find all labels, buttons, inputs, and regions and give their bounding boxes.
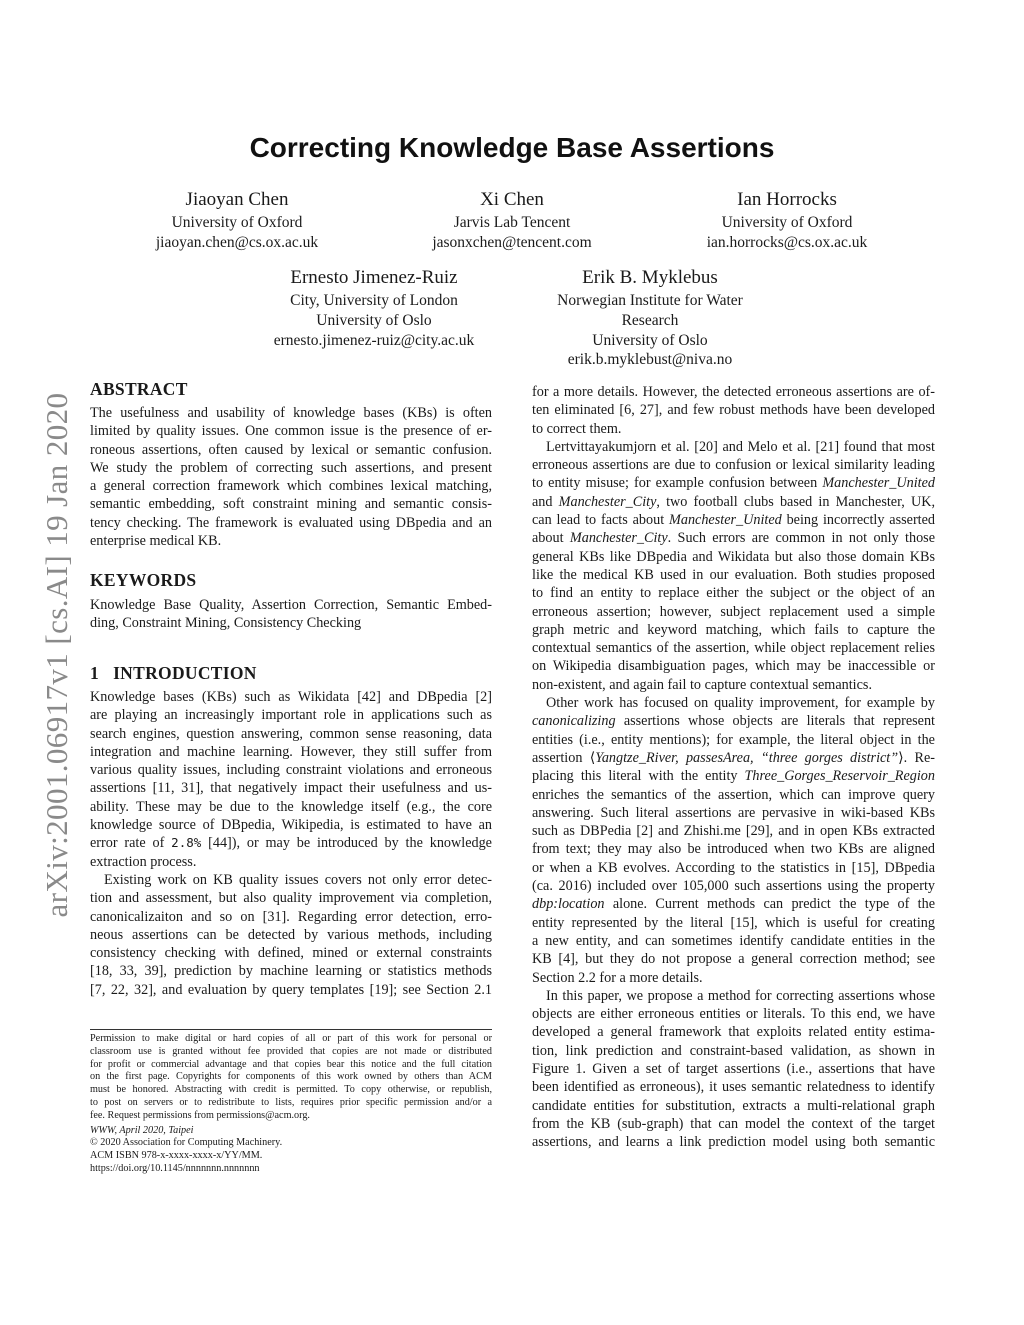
text-line [532, 712, 935, 730]
text-line: enterprise medical KB. [90, 533, 222, 550]
text-line: are playing an increasingly important role in applications such as [90, 707, 492, 724]
text-line: non-existent, and again fail to capture contextual semantics. [532, 676, 872, 693]
text-line: from the KB (sub-graph) that can model the context of the target [532, 1115, 935, 1132]
text-line: developed a general framework that exploits related entity estima- [532, 1024, 935, 1041]
entity-name: Manchester_City [569, 530, 668, 547]
text-line [532, 511, 935, 529]
text-line [532, 767, 935, 785]
text-line: [7, 22, 32], and evaluation by query templates [19]; see Section 2.1 [90, 981, 492, 998]
author-email: erik.b.myklebust@niva.no [567, 351, 733, 369]
text-line: like the medical KB used in our evaluation. Both studies proposed [532, 566, 935, 583]
author-block [254, 266, 494, 350]
text-fragment: , two football clubs based in Manchester, UK, [656, 493, 935, 510]
text-line: erroneous assertion; however, subject replacement used a simple [532, 603, 935, 620]
text-fragment: error rate of [90, 835, 172, 852]
text-line: such as DBPedia [2] and Zhishi.me [29], and in open KBs extracted [532, 823, 935, 840]
copyright-footnote [90, 1033, 492, 1176]
text-line [532, 474, 935, 492]
text-line: In this paper, we propose a method for correcting assertions whose [546, 987, 935, 1004]
copyright: © 2020 Association for Computing Machinery. [90, 1137, 283, 1149]
footnote-line: for profit or commercial advantage and that copies bear this notice and the full citation [90, 1058, 492, 1070]
text-line: Lertvittayakumjorn et al. [20] and Melo et al. [21] found that most [546, 438, 935, 455]
text-fragment: being incorrectly asserted [781, 512, 935, 529]
footnote-line: to post on servers or to redistribute to lists, requires prior specific permission and/or a [90, 1096, 492, 1108]
text-fragment: about [532, 530, 570, 547]
text-line: semantic embedding, soft constraint mining and semantic consis- [90, 496, 492, 513]
author-name: Jiaoyan Chen [185, 189, 289, 210]
text-line: for a more details. However, the detected erroneous assertions are of- [532, 384, 935, 400]
text-line: enriches the semantics of the assertion, which can improve query [532, 786, 935, 803]
author-affiliation: University of Oslo [316, 311, 432, 329]
entity-name: Three_Gorges_Reservoir_Region [744, 768, 935, 785]
text-fragment: . Such errors are common in not only those [667, 530, 935, 547]
text-fragment: can lead to facts about [532, 512, 670, 529]
text-line [532, 493, 935, 511]
introduction-heading: 1 INTRODUCTION [90, 663, 257, 683]
author-affiliation: University of Oxford [721, 214, 853, 231]
arxiv-id: arXiv:2001.06917v1 [cs.AI] 19 Jan 2020 [39, 392, 74, 918]
doi: https://doi.org/10.1145/nnnnnnn.nnnnnnn [90, 1162, 260, 1174]
text-line: ability. These may be due to the knowledge itself (e.g., the core [90, 798, 492, 815]
author-affiliation: Jarvis Lab Tencent [453, 214, 571, 231]
abstract-text [90, 404, 492, 550]
author-affiliation: University of Oslo [592, 331, 708, 349]
text-line: Existing work on KB quality issues covers not only error detec- [104, 871, 492, 888]
text-line: assertions, and learns a link prediction model using both semantic [532, 1134, 935, 1151]
footnote-line: Permission to make digital or hard copies of all or part of this work for personal or [90, 1033, 492, 1044]
text-line: ding, Constraint Mining, Consistency Checking [90, 615, 362, 632]
text-line: candidate entities for substitution, extracts a multi-relational graph [532, 1097, 935, 1114]
text-line: objects are either erroneous entities or literals. To this end, we have [532, 1006, 935, 1023]
author-email: ian.horrocks@cs.ox.ac.uk [706, 233, 868, 251]
text-line: Knowledge Base Quality, Assertion Correction, Semantic Embed- [90, 597, 492, 613]
keywords-heading: KEYWORDS [90, 570, 197, 590]
text-fragment: assertions whose objects are literals that represent [615, 713, 935, 730]
text-line: to find an entity to replace either the subject or the object of an [532, 585, 935, 602]
assertion-triple: Yangtze_River, passesArea, “three gorges district” [595, 749, 899, 766]
text-fragment: alone. Current methods can predict the type of the [604, 896, 935, 913]
author-name: Ian Horrocks [737, 189, 837, 210]
venue: WWW, April 2020, Taipei [90, 1124, 194, 1136]
text-line: extraction process. [90, 853, 197, 870]
text-line: knowledge source of DBpedia, Wikipedia, is estimated to have an [90, 817, 492, 834]
footnote-line: must be honored. Abstracting with credit is permitted. To copy otherwise, or republish, [90, 1084, 492, 1096]
text-line: on Wikipedia disambiguation pages, which may be inaccessible or [532, 658, 935, 675]
footnote-line: on the first page. Copyrights for components of this work owned by others than ACM [90, 1071, 492, 1083]
author-name: Ernesto Jimenez-Ruiz [290, 267, 458, 288]
text-fragment: [44]), or may be introduced by the knowledge [201, 835, 492, 852]
text-line: various quality issues, including constraint violations and erroneous [90, 762, 492, 779]
property-name: dbp:location [532, 896, 605, 913]
right-column-text [532, 383, 935, 1151]
author-affiliation: University of Oxford [171, 214, 303, 231]
text-fragment: to entity misuse; for example confusion between [532, 475, 823, 492]
text-line: general KBs like DBpedia and Wikidata but also those domain KBs [532, 548, 935, 565]
text-line: The usefulness and usability of knowledge bases (KBs) is often [90, 405, 492, 421]
footnote-rule [90, 1029, 492, 1030]
text-line: Section 2.2 for a more details. [532, 969, 703, 986]
author-email: jasonxchen@tencent.com [432, 233, 592, 251]
text-line: from text; they may also be introduced when two KBs are aligned [532, 841, 935, 858]
text-line: We study the problem of correcting such assertions, and present [90, 459, 492, 476]
author-block [412, 188, 612, 253]
text-line: tion and assessment, but also quality improvement via completion, [90, 890, 492, 907]
isbn: ACM ISBN 978-x-xxxx-xxxx-x/YY/MM. [90, 1150, 263, 1162]
author-email: jiaoyan.chen@cs.ox.ac.uk [155, 233, 319, 251]
text-line: to correct them. [532, 420, 622, 437]
text-line: erroneous assertions are due to confusion or lexical similarity leading [532, 457, 935, 474]
text-line: entity represented by the literal [15], which is useful for creating [532, 914, 935, 931]
text-line: a general correction framework which combines lexical matching, [90, 478, 492, 495]
text-line: entities (i.e., entity mentions); for example, the literal object in the [532, 731, 935, 748]
text-line [532, 895, 935, 913]
text-line: tency checking. The framework is evaluated using DBpedia and an [90, 514, 492, 531]
keywords-text [90, 596, 492, 633]
emphasis: canonicalizing [532, 713, 616, 730]
text-fragment: ⟩. Re- [898, 749, 935, 766]
abstract-heading: ABSTRACT [90, 379, 188, 399]
text-line: Figure 1. Given a set of target assertions (i.e., assertions that have [532, 1060, 935, 1077]
text-line: or when a KB evolves. According to the statistics in [15], DBpedia [532, 859, 935, 876]
author-name: Erik B. Myklebus [582, 267, 718, 288]
text-line [532, 749, 935, 767]
text-fragment: and [532, 493, 559, 510]
author-affiliation: City, University of London [290, 292, 458, 309]
text-line: Knowledge bases (KBs) such as Wikidata [42] and DBpedia [2] [90, 689, 492, 705]
text-line [532, 529, 935, 547]
text-line: neous assertions can be detected by various methods, including [90, 926, 492, 943]
footnote-line: fee. Request permissions from permissions@acm.org. [90, 1109, 310, 1121]
author-block [687, 188, 887, 253]
text-line: integration and machine learning. However, they still suffer from [90, 743, 492, 760]
text-line: Other work has focused on quality improvement, for example by [546, 695, 935, 712]
text-line: canonicalizaiton and so on [31]. Regarding error detection, erro- [90, 908, 492, 925]
text-line [90, 834, 492, 852]
text-line: limited by quality issues. One common issue is the presence of er- [90, 423, 492, 440]
entity-name: Manchester_City [558, 493, 657, 510]
entity-name: Manchester_United [822, 475, 935, 492]
text-line: assertions [11, 31], that negatively impact their usefulness and us- [90, 780, 492, 797]
text-line: been identified as erroneous), it uses semantic relatedness to identify [532, 1079, 935, 1096]
text-line: consistency checking with defined, mined or external constraints [90, 945, 492, 962]
text-line: a new entity, and can sometimes identify candidate entities in the [532, 932, 935, 949]
author-block [137, 188, 337, 253]
footnote-line: classroom use is granted without fee provided that copies are not made or distributed [90, 1045, 492, 1057]
text-line: graph metric and keyword matching, which fails to capture the [532, 621, 935, 638]
author-affiliation: Research [621, 311, 679, 329]
text-fragment: placing this literal with the entity [532, 768, 745, 785]
text-line: roneous assertions, often caused by lexical or semantic confusion. [90, 441, 492, 458]
paper-title: Correcting Knowledge Base Assertions [249, 132, 775, 163]
text-line: tion, link prediction and constraint-based validation, as shown in [532, 1042, 935, 1059]
text-line: [18, 33, 39], prediction by machine learning or statistics methods [90, 963, 492, 980]
text-line: contextual semantics of the assertion, while object replacement relies [532, 640, 935, 657]
text-line: (ca. 2016) included over 105,000 such assertions using the property [532, 878, 935, 895]
author-affiliation: Norwegian Institute for Water [557, 292, 743, 309]
author-block [530, 266, 770, 370]
text-line: answering. Such literal assertions are pervasive in wiki-based KBs [532, 804, 935, 821]
text-line: ten eliminated [6, 27], and few robust methods have been developed [532, 402, 935, 419]
text-line: search engines, question answering, common sense reasoning, data [90, 725, 492, 742]
entity-name: Manchester_United [669, 512, 782, 529]
introduction-text [90, 688, 492, 999]
error-rate-value: 2.8% [171, 835, 202, 851]
text-fragment: assertion ⟨ [532, 749, 596, 766]
author-email: ernesto.jimenez-ruiz@city.ac.uk [273, 331, 475, 349]
author-name: Xi Chen [480, 189, 544, 210]
text-line: KB [4], but they do not propose a general correction method; see [532, 951, 935, 968]
